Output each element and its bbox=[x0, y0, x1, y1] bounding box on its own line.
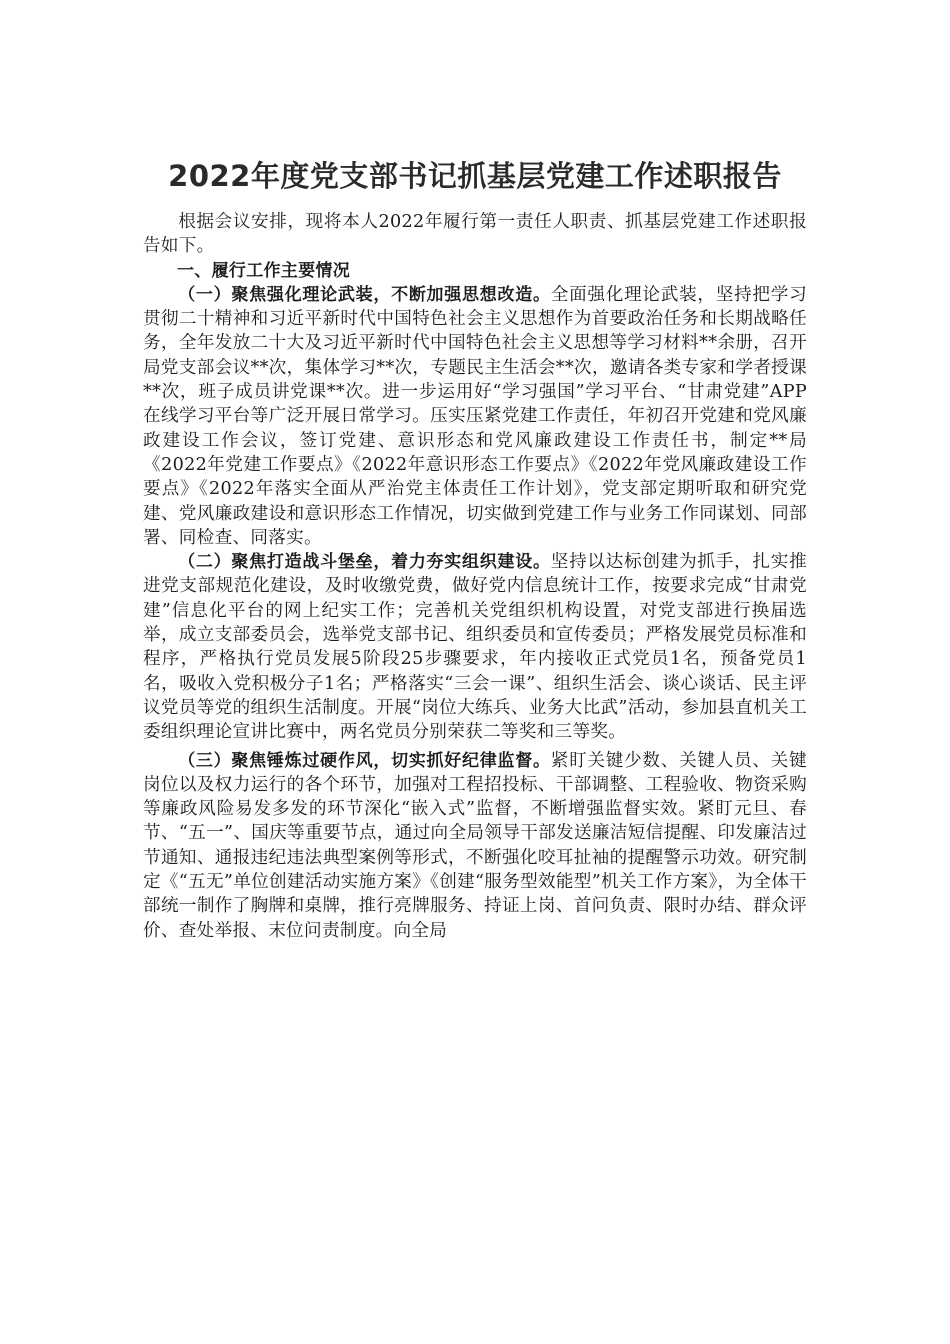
paragraph-item-1 bbox=[143, 283, 807, 550]
paragraph-lead: （一）聚焦强化理论武装，不断加强思想改造。 bbox=[178, 284, 551, 305]
paragraph-item-2 bbox=[143, 550, 807, 744]
paragraph-lead: （二）聚焦打造战斗堡垒，着力夯实组织建设。 bbox=[178, 552, 551, 573]
paragraph-item-3 bbox=[143, 749, 807, 943]
document-title: 2022年度党支部书记抓基层党建工作述职报告 bbox=[168, 159, 782, 193]
paragraph-text: 紧盯关键少数、关键人员、关键岗位以及权力运行的各个环节，加强对工程招投标、干部调整、工程验收、物资采购等廉政风险易发多发的环节深化“嵌入式”监督，不断增强监督实效。紧盯元旦、春节、“五一”、国庆等重要节点，通过向全局领导干部发送廉洁短信提醒、印发廉洁过节通知、通报违纪违法典型案例等形式，不断强化咬耳扯袖的提醒警示功效。研究制定《“五无”单位创建活动实施方案》《创建“服务型效能型”机关工作方案》，为全体干部统一制作了胸牌和桌牌，推行亮牌服务、持证上岗、首问负责、限时办结、群众评价、查处举报、末位问责制度。向全局 bbox=[143, 750, 807, 941]
paragraph-text: 坚持以达标创建为抓手，扎实推进党支部规范化建设，及时收缴党费，做好党内信息统计工作，按要求完成“甘肃党建”信息化平台的网上纪实工作；完善机关党组织机构设置，对党支部进行换届选举，成立支部委员会，选举党支部书记、组织委员和宣传委员；严格发展党员标准和程序，严格执行党员发展5阶段25步骤要求，年内接收正式党员1名，预备党员1名，吸收入党积极分子1名；严格落实“三会一课”、组织生活会、谈心谈话、民主评议党员等党的组织生活制度。开展“岗位大练兵、业务大比武”活动，参加县直机关工委组织理论宣讲比赛中，两名党员分别荣获二等奖和三等奖。 bbox=[143, 552, 807, 743]
paragraph-lead: （三）聚焦锤炼过硬作风，切实抓好纪律监督。 bbox=[178, 750, 551, 771]
paragraph-text: 全面强化理论武装，坚持把学习贯彻二十精神和习近平新时代中国特色社会主义思想作为首要政治任务和长期战略任务，全年发放二十大及习近平新时代中国特色社会主义思想等学习材料**余册，召开局党支部会议**次，集体学习**次，专题民主生活会**次，邀请各类专家和学者授课**次，班子成员讲党课**次。进一步运用好“学习强国”学习平台、“甘肃党建”APP在线学习平台等广泛开展日常学习。压实压紧党建工作责任，年初召开党建和党风廉政建设工作会议，签订党建、意识形态和党风廉政建设工作责任书，制定**局《2022年党建工作要点》《2022年意识形态工作要点》《2022年党风廉政建设工作要点》《2022年落实全面从严治党主体责任工作计划》，党支部定期听取和研究党建、党风廉政建设和意识形态工作情况，切实做到党建工作与业务工作同谋划、同部署、同检查、同落实。 bbox=[143, 284, 807, 548]
intro-paragraph: 根据会议安排，现将本人2022年履行第一责任人职责、抓基层党建工作述职报告如下。 bbox=[143, 212, 807, 257]
section-heading: 一、履行工作主要情况 bbox=[177, 260, 350, 281]
document-body bbox=[143, 210, 807, 943]
